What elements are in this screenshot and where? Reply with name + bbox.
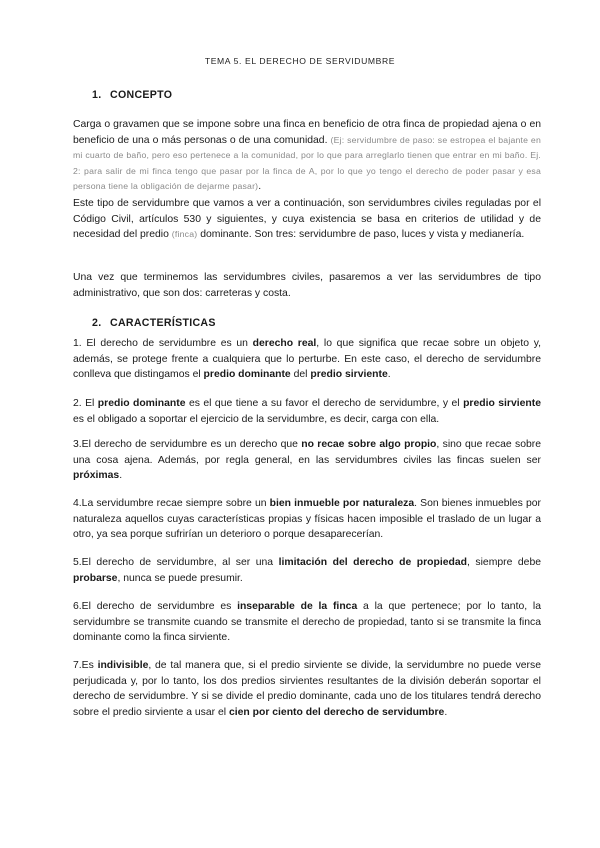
paragraph-administrative: Una vez que terminemos las servidumbres civiles, pasaremos a ver las servidumbres de tipo administrativo, que son dos: carreteras y costa. <box>73 272 541 299</box>
text: , nunca se puede presumir. <box>117 572 243 584</box>
text: 5.El derecho de servidumbre, al ser una <box>73 557 279 568</box>
paragraph-concepto-definition <box>73 117 541 195</box>
characteristic-6 <box>73 599 541 646</box>
paragraph-civil-servitudes <box>73 196 541 243</box>
finca-note: (finca) <box>171 229 198 240</box>
bold-term: inseparable de la finca <box>237 601 358 612</box>
text: 2. El <box>73 398 98 409</box>
text: , sino que recae sobre una cosa ajena. Además, por regla general, en las servidumbres civiles las fincas suelen ser <box>73 439 541 466</box>
text: . <box>387 369 391 381</box>
text: . <box>119 470 123 482</box>
document-title: TEMA 5. EL DERECHO DE SERVIDUMBRE <box>204 56 396 66</box>
characteristic-7 <box>73 658 541 720</box>
text: a la que pertenece; por lo tanto, la servidumbre se transmite cuando se transmite el derecho de propiedad, tanto si se transmite la finca dominante como la finca sirviente. <box>73 601 541 644</box>
civil-text-a: Este tipo de servidumbre que vamos a ver a continuación, son servidumbres civiles reguladas por el Código Civil, artículos 530 y siguientes, y cuya existencia se basa en criterios de utilidad y de necesidad del predio <box>73 198 541 241</box>
text: es el que tiene a su favor el derecho de servidumbre, y el <box>185 398 464 409</box>
section-label: CONCEPTO <box>110 89 173 101</box>
definition-text: Carga o gravamen que se impone sobre una finca en beneficio de otra finca de propiedad ajena o en beneficio de una o más personas o de una comunidad. <box>73 119 541 146</box>
bold-term: próximas <box>73 470 120 482</box>
section-heading-concepto <box>92 89 172 101</box>
section-number: 1. <box>92 89 102 101</box>
characteristic-2 <box>73 396 541 427</box>
text: 4.La servidumbre recae siempre sobre un <box>73 498 270 509</box>
text: 1. El derecho de servidumbre es un <box>73 338 253 349</box>
characteristic-5 <box>73 555 541 586</box>
text: , de tal manera que, si el predio sirviente se divide, la servidumbre no puede verse perjudicada y, por lo tanto, los dos predios sirvientes resultantes de la división deberán soportar el derecho de servidumbre. Y si se divide el predio dominante, cada uno de los titulares tendrá derecho sobre el predio sirviente a usar el <box>73 660 541 718</box>
text: 6.El derecho de servidumbre es <box>73 601 238 612</box>
bold-term: predio sirviente <box>463 398 541 409</box>
bold-term: cien por ciento del derecho de servidumbre <box>228 706 445 718</box>
bold-term: limitación del derecho de propiedad <box>278 557 467 568</box>
text: 3.El derecho de servidumbre es un derecho que <box>73 439 302 450</box>
characteristic-3 <box>73 437 541 484</box>
characteristic-4 <box>73 496 541 543</box>
civil-text-b: dominante. Son tres: servidumbre de paso, luces y vista y medianería. <box>197 229 525 241</box>
bold-term: indivisible <box>97 660 149 671</box>
example-note: (Ej: servidumbre de paso: se estropea el bajante en mi cuarto de baño, pero eso pertenece a la comunidad, por lo que para arreglarlo tienen que entrar en mi baño. Ej. 2: para salir de mi finca tengo que pasar por la finca de A, por lo que yo tengo el derecho de poder pasar y esa persona tiene la obligación de dejarme pasar) <box>73 134 541 192</box>
bold-term: derecho real <box>252 338 317 349</box>
bold-term: predio dominante <box>97 398 186 409</box>
text: , lo que significa que recae sobre un objeto y, además, se protege frente a cualquiera que lo perturbe. En este caso, el derecho de servidumbre conlleva que distingamos el <box>73 338 542 381</box>
bold-term: predio dominante <box>203 369 291 381</box>
text: del <box>290 369 311 381</box>
bold-term: bien inmueble por naturaleza <box>269 498 415 509</box>
text: . <box>444 706 448 718</box>
section-number: 2. <box>92 317 102 329</box>
section-label: CARACTERÍSTICAS <box>110 317 216 329</box>
text: 7.Es <box>73 660 98 671</box>
bold-term: predio sirviente <box>310 369 388 381</box>
text: , siempre debe <box>467 557 542 568</box>
definition-end: . <box>258 181 262 193</box>
text: . Son bienes inmuebles por naturaleza aquellos cuyas características propias y físicas hacen imposible el traslado de un lugar a otro, ya sea porque sufrirían un deterioro o porque desaparecerían. <box>73 498 541 541</box>
section-heading-caracteristicas <box>92 317 216 329</box>
bold-term: probarse <box>73 572 118 584</box>
characteristic-1 <box>73 336 541 383</box>
text: es el obligado a soportar el ejercicio de la servidumbre, es decir, carga con ella. <box>73 413 440 425</box>
bold-term: no recae sobre algo propio <box>301 439 437 450</box>
